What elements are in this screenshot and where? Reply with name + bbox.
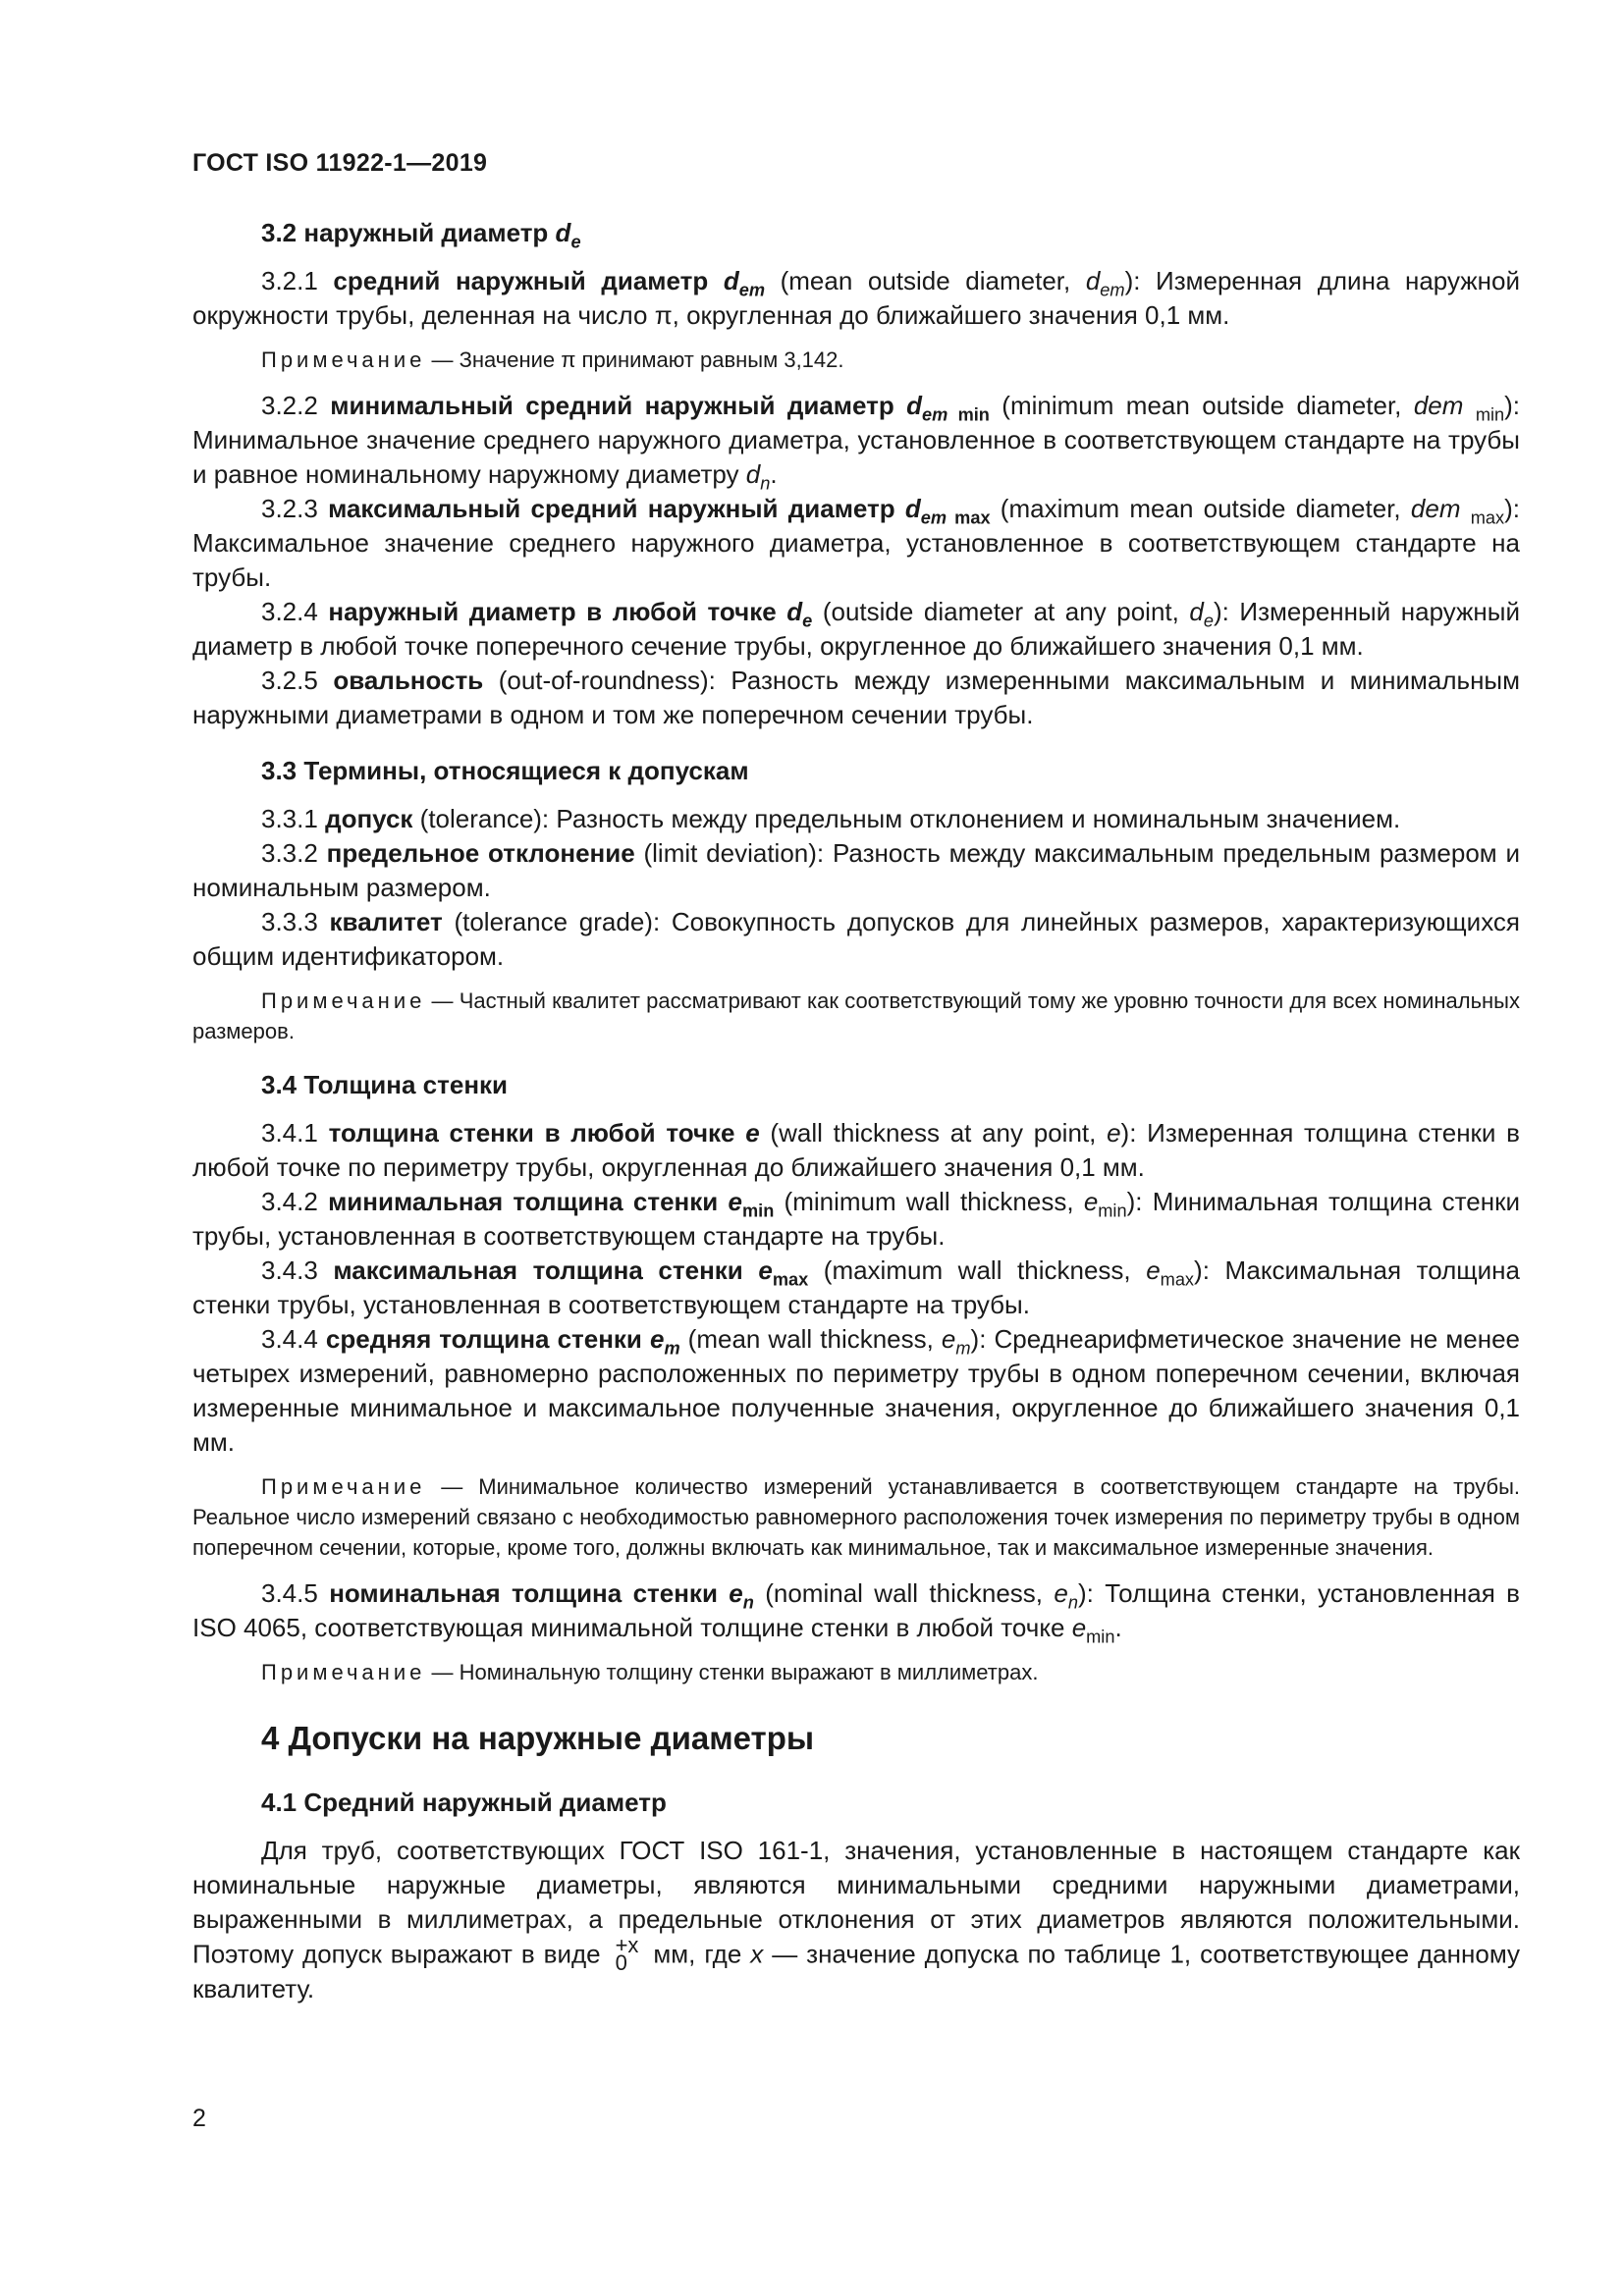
term [328, 1187, 775, 1221]
term-var: e [729, 1578, 743, 1608]
note-pi [192, 345, 1520, 375]
section-4-heading: 4 Допуски на наружные диаметры [261, 1720, 815, 1756]
term-text: минимальная толщина стенки [328, 1187, 729, 1216]
page-number: 2 [192, 2105, 206, 2132]
para-text: (outside diameter at any point, [812, 597, 1190, 626]
section-3-2-heading [261, 216, 1520, 250]
note-text: — Частный квалитет рассматривают как соответствующий тому же уровню точности для всех номинальных размеров. [192, 988, 1520, 1043]
page-content [192, 216, 1520, 2006]
note-text: — Номинальную толщину стенки выражают в миллиметрах. [425, 1660, 1039, 1684]
para-3-3-2 [192, 836, 1520, 905]
para-3-4-4 [192, 1322, 1520, 1460]
para-3-2-1 [192, 264, 1520, 333]
term [329, 1118, 760, 1148]
term [333, 1255, 809, 1290]
term-text: толщина стенки в любой точке [328, 1118, 746, 1148]
term [328, 494, 991, 528]
heading-var: d [555, 218, 571, 247]
para-3-2-4 [192, 595, 1520, 664]
term-sub2: max [947, 507, 991, 528]
inline-sub: min [1086, 1627, 1115, 1647]
para-num: 3.2.2 [261, 391, 331, 420]
para-3-2-2 [192, 389, 1520, 492]
term-text: минимальный средний наружный диаметр [330, 391, 907, 420]
inline-sub: em [1100, 280, 1125, 300]
para-text: (limit deviation): Разность между максимальным предельным размером и номинальным размером. [192, 838, 1520, 902]
para-text: ): Максимальное значение среднего наружного диаметра, установленное в соответствующем стандарте на трубы. [192, 494, 1520, 592]
para-num: 3.4.1 [261, 1118, 329, 1148]
term: овальность [333, 666, 484, 695]
inline-sub: m [955, 1338, 971, 1359]
inline-sub: max [1160, 1269, 1195, 1290]
para-3-4-1 [192, 1116, 1520, 1185]
term-var: e [649, 1324, 665, 1354]
inline-sub: min [1098, 1201, 1127, 1221]
term-text: номинальная толщина стенки [329, 1578, 730, 1608]
para-3-2-3 [192, 492, 1520, 595]
term-var: d [723, 266, 739, 295]
para-3-3-1 [192, 802, 1520, 836]
term: предельное отклонение [326, 838, 635, 868]
term-var: e [728, 1187, 742, 1216]
para-text: ): Толщина стенки, установленная в ISO 4065, соответствующая минимальной толщине стенки в любой точке [192, 1578, 1520, 1642]
inline-var-em: em [1428, 391, 1464, 420]
inline-var: e [1054, 1578, 1068, 1608]
term: допуск [325, 804, 413, 833]
section-3-3-heading: 3.3 Термины, относящиеся к допускам [261, 756, 749, 785]
inline-sub: e [1203, 611, 1214, 631]
section-4-1-heading: 4.1 Средний наружный диаметр [261, 1788, 667, 1817]
term [333, 266, 766, 300]
para-num: 3.2.3 [261, 494, 329, 523]
para-4-1 [192, 1834, 1520, 2006]
para-3-4-2 [192, 1185, 1520, 1254]
term-sub: max [772, 1269, 809, 1290]
para-text: (mean wall thickness, [679, 1324, 942, 1354]
para-text: (maximum mean outside diameter, [990, 494, 1411, 523]
note-measurements [192, 1471, 1520, 1563]
inline-sub: n [760, 473, 771, 494]
para-3-4-3 [192, 1254, 1520, 1322]
para-text: ): Измеренный наружный диаметр в любой точке поперечного сечение трубы, округленное до ближайшего значения 0,1 мм. [192, 597, 1520, 661]
term-text: средний наружный диаметр [333, 266, 724, 295]
para-text: (wall thickness at any point, [759, 1118, 1108, 1148]
para-num: 3.2.4 [261, 597, 329, 626]
para-text: ): Максимальная толщина стенки трубы, установленная в соответствующем стандарте на трубы. [192, 1255, 1521, 1319]
para-num: 3.4.2 [261, 1187, 329, 1216]
term-var: d [906, 391, 923, 420]
term [325, 1324, 680, 1359]
term-sub: min [741, 1201, 775, 1221]
para-text: ): Минимальная толщина стенки трубы, установленная в соответствующем стандарте на трубы. [192, 1187, 1520, 1251]
inline-var: d [1085, 266, 1101, 295]
inline-sub: min [1475, 404, 1505, 425]
para-num: 3.4.3 [261, 1255, 334, 1285]
para-text: ): Минимальное значение среднего наружного диаметра, установленное в соответствующем стандарте на трубы и равное номинальному наружному диаметру [192, 391, 1521, 489]
heading-sub: e [570, 232, 581, 252]
term [328, 597, 813, 631]
inline-sub: max [1470, 507, 1505, 528]
para-text: (out-of-roundness): Разность между измеренными максимальным и минимальным наружными диаметрами в одном и том же поперечном сечении трубы. [192, 666, 1520, 729]
inline-var: x [750, 1939, 764, 1969]
page-header: ГОСТ ISO 11922-1—2019 [192, 149, 488, 177]
para-num: 3.2.5 [261, 666, 334, 695]
term [329, 1578, 754, 1613]
inline-var: d [1189, 597, 1204, 626]
para-text: (minimum wall thickness, [774, 1187, 1084, 1216]
para-3-3-3 [192, 905, 1520, 974]
para-text: ): Измеренная толщина стенки в любой точке по периметру трубы, округленная до ближайшего значения 0,1 мм. [192, 1118, 1520, 1182]
inline-var: d [1410, 494, 1426, 523]
para-text: (tolerance): Разность между предельным отклонением и номинальным значением. [412, 804, 1401, 833]
term: квалитет [329, 907, 443, 936]
para-text: (mean outside diameter, [765, 266, 1086, 295]
para-text: Для труб, соответствующих ГОСТ ISO 161-1, значения, установленные в настоящем стандарте как номинальные наружные диаметры, являются минимальными средними наружными диаметрами, выраженными в миллиметрах, а предельные отклонения от этих диаметров являются положительными. Поэтому допуск выражают в виде [192, 1836, 1520, 1969]
inline-var: d [745, 459, 761, 489]
term-text: максимальный средний наружный диаметр [328, 494, 905, 523]
para-num: 3.3.2 [261, 838, 327, 868]
term-sub2: min [947, 404, 990, 425]
inline-var-em: em [1425, 494, 1461, 523]
section-3-4-heading: 3.4 Толщина стенки [261, 1070, 509, 1099]
note-tolerance-grade [192, 986, 1520, 1046]
term-sub: em [738, 280, 766, 300]
inline-var: e [1083, 1187, 1099, 1216]
note-label: Примечание [261, 347, 426, 372]
note-label: Примечание [261, 1474, 426, 1499]
tolerance-lower: 0 [615, 1950, 627, 1975]
term-var: d [904, 494, 921, 523]
para-text: — значение допуска по таблице 1, соответствующее данному квалитету. [192, 1939, 1520, 2003]
term-var: e [758, 1255, 773, 1285]
tolerance-expression [615, 1933, 639, 1975]
para-num: 3.3.3 [261, 907, 330, 936]
section-3-2-heading-text: 3.2 наружный диаметр [261, 218, 556, 247]
term-sub: em [922, 404, 948, 425]
term-sub: m [664, 1338, 680, 1359]
para-num: 3.4.4 [261, 1324, 326, 1354]
para-text: (maximum wall thickness, [808, 1255, 1147, 1285]
para-text: ): Среднеарифметическое значение не менее четырех измерений, равномерно расположенных по периметру трубы в одном поперечном сечении, включая измеренные минимальное и максимальное полученные значения, округленное до ближайшего значения 0,1 мм. [192, 1324, 1521, 1457]
term-sub: n [742, 1592, 754, 1613]
note-text: — Минимальное количество измерений устанавливается в соответствующем стандарте на трубы. Реальное число измерений связано с необходимостью равномерного расположения точек измерения по периметру трубы в одном поперечном сечении, которые, кроме того, должны включать как минимальное, так и максимальное измеренные значения. [192, 1474, 1520, 1560]
para-text: (minimum mean outside diameter, [989, 391, 1414, 420]
para-text: . [1114, 1613, 1122, 1642]
para-text: мм, где [644, 1939, 751, 1969]
note-label: Примечание [261, 988, 426, 1013]
term-text: наружный диаметр в любой точке [328, 597, 787, 626]
term-var: e [745, 1118, 760, 1148]
term-text: средняя толщина стенки [325, 1324, 650, 1354]
inline-var: e [941, 1324, 956, 1354]
inline-var: d [1413, 391, 1429, 420]
para-3-4-5 [192, 1576, 1520, 1645]
para-num: 3.4.5 [261, 1578, 330, 1608]
inline-var: e [1107, 1118, 1121, 1148]
para-text: ): Измеренная длина наружной окружности трубы, деленная на число π, округленная до ближайшего значения 0,1 мм. [192, 266, 1520, 330]
term-text: максимальная толщина стенки [333, 1255, 759, 1285]
para-3-2-5 [192, 664, 1520, 732]
term-sub: em [920, 507, 947, 528]
para-num: 3.3.1 [261, 804, 326, 833]
inline-var: e [1071, 1613, 1087, 1642]
para-text: (tolerance grade): Совокупность допусков для линейных размеров, характеризующихся общим идентификатором. [192, 907, 1520, 971]
para-num: 3.2.1 [261, 266, 334, 295]
inline-sub: n [1067, 1592, 1078, 1613]
note-label: Примечание [261, 1660, 426, 1684]
term [330, 391, 990, 425]
tolerance-upper: +x [615, 1933, 639, 1957]
note-text: — Значение π принимают равным 3,142. [425, 347, 844, 372]
term-var: d [786, 597, 803, 626]
note-nominal-thickness [192, 1657, 1520, 1687]
inline-var: e [1146, 1255, 1161, 1285]
para-text: . [770, 459, 778, 489]
para-text: (nominal wall thickness, [753, 1578, 1055, 1608]
term-sub: e [802, 611, 813, 631]
